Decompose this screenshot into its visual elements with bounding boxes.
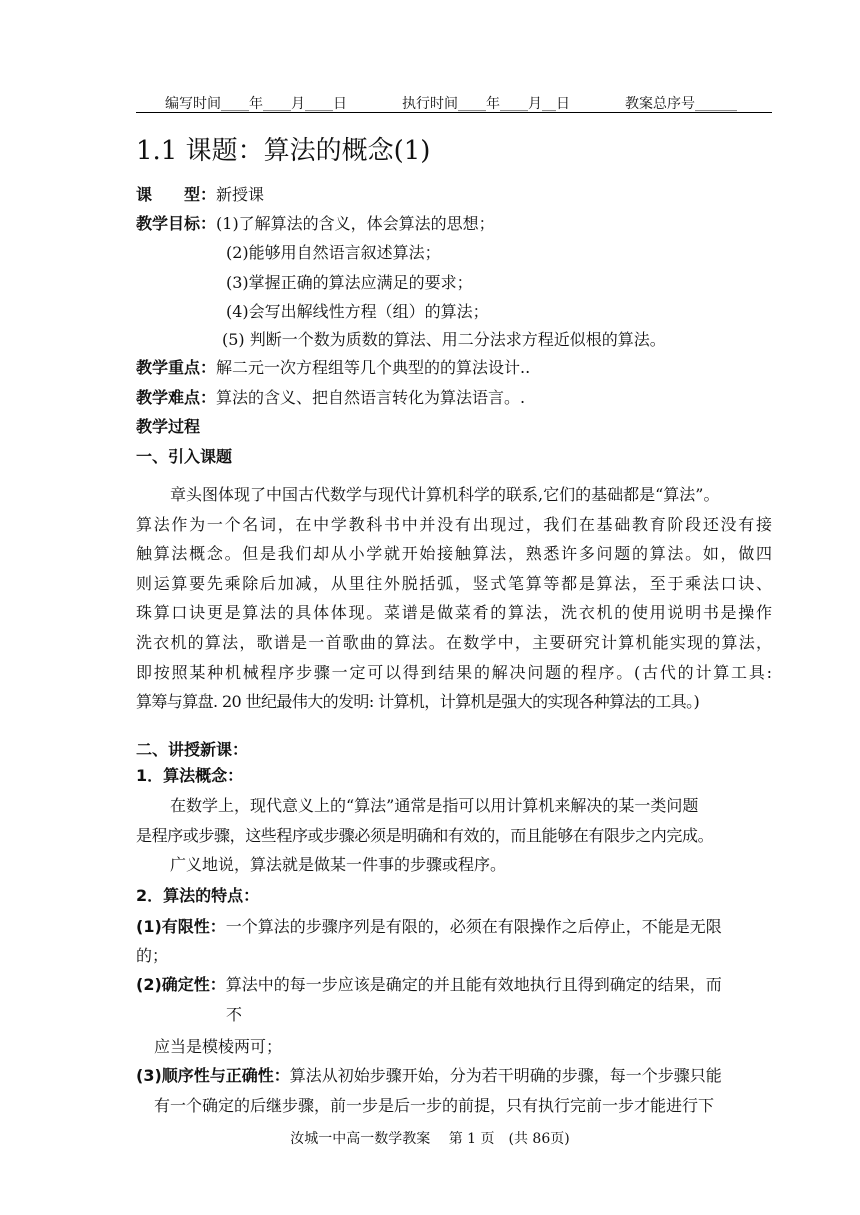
goal-item: (3)掌握正确的算法应满足的要求；: [226, 273, 473, 292]
intro-paragraph: [136, 480, 772, 717]
intro-line: 算筹与算盘. 20 世纪最伟大的发明: 计算机，计算机是强大的实现各种算法的工具。): [136, 692, 700, 712]
intro-line: 章头图体现了中国古代数学与现代计算机科学的联系,它们的基础都是“算法”。: [170, 485, 720, 504]
header-rule: [136, 112, 772, 113]
goal-item: (4)会写出解线性方程（组）的算法；: [226, 302, 489, 321]
feature-3-continued: 有一个确定的后继步骤，前一步是后一步的前提，只有执行完前一步才能进行下: [154, 1096, 715, 1115]
difficulty-row: [136, 385, 525, 408]
feature-2-label: (2)确定性：: [136, 975, 226, 994]
feature-2-text: 算法中的每一步应该是确定的并且能有效地执行且得到确定的结果，而: [225, 975, 722, 994]
intro-line: 算法作为一个名词，在中学教科书中并没有出现过，我们在基础教育阶段还没有接: [136, 514, 772, 534]
key-point-label: 教学重点：: [136, 358, 217, 377]
goal-item: (1)了解算法的含义，体会算法的思想；: [216, 214, 495, 233]
feature-3-label: (3)顺序性与正确性：: [136, 1066, 290, 1085]
intro-line: 珠算口诀更是算法的具体体现。菜谱是做菜肴的算法，洗衣机的使用说明书是操作: [136, 603, 772, 623]
intro-line: 即按照某种机械程序步骤一定可以得到结果的解决问题的程序。(古代的计算工具:: [136, 662, 772, 682]
features-heading: 2．算法的特点：: [136, 886, 260, 905]
intro-line: 触算法概念。但是我们却从小学就开始接触算法，熟悉许多问题的算法。如，做四: [136, 544, 772, 564]
course-type-row: [136, 182, 264, 205]
course-type-value: 新授课: [216, 185, 265, 204]
feature-1-text: 一个算法的步骤序列是有限的，必须在有限操作之后停止，不能是无限: [225, 917, 722, 936]
feature-1-continued: 的；: [136, 946, 169, 965]
feature-2: [136, 972, 722, 995]
difficulty-value: 算法的含义、把自然语言转化为算法语言。.: [216, 388, 526, 407]
course-type-label: 课 型：: [136, 185, 217, 204]
feature-3-text: 算法从初始步骤开始，分为若干明确的步骤，每一个步骤只能: [289, 1066, 722, 1085]
goals-row: [136, 211, 495, 234]
goal-item: (2)能够用自然语言叙述算法；: [226, 243, 441, 262]
header-write-time: 编写时间____年____月____日: [165, 96, 347, 112]
page-footer: 汝城一中高一数学教案 第 1 页 (共 86页): [290, 1131, 570, 1147]
goals-label: 教学目标：: [136, 214, 217, 233]
header-exec-time: 执行时间____年____月__日: [402, 96, 570, 112]
process-heading: 教学过程: [136, 417, 201, 436]
key-point-value: 解二元一次方程组等几个典型的的算法设计..: [216, 358, 531, 377]
page-title: 1.1 课题：算法的概念(1): [136, 136, 431, 166]
concept-heading: 1．算法概念：: [136, 766, 244, 785]
concept-paragraph: [136, 791, 772, 880]
key-point-row: [136, 355, 530, 378]
goal-item: (5) 判断一个数为质数的算法、用二分法求方程近似根的算法。: [222, 330, 666, 349]
feature-2-continued: 不: [226, 1005, 243, 1024]
section-new-heading: 二、讲授新课：: [136, 740, 249, 759]
intro-line: 洗衣机的算法，歌谱是一首歌曲的算法。在数学中，主要研究计算机能实现的算法，: [136, 632, 772, 652]
feature-3: [136, 1063, 722, 1086]
feature-1: [136, 914, 772, 937]
concept-line: 在数学上，现代意义上的“算法”通常是指可以用计算机来解决的某一类问题: [170, 796, 699, 815]
feature-2-continued: 应当是模棱两可；: [154, 1037, 283, 1056]
concept-line: 广义地说，算法就是做某一件事的步骤或程序。: [170, 855, 507, 875]
header-serial: 教案总序号______: [625, 96, 737, 112]
section-intro-heading: 一、引入课题: [136, 447, 233, 466]
intro-line: 则运算要先乘除后加减，从里往外脱括弧，竖式笔算等都是算法，至于乘法口诀、: [136, 573, 772, 593]
difficulty-label: 教学难点：: [136, 388, 217, 407]
feature-1-label: (1)有限性：: [136, 917, 226, 936]
concept-line: 是程序或步骤，这些程序或步骤必须是明确和有效的，而且能够在有限步之内完成。: [136, 825, 714, 845]
